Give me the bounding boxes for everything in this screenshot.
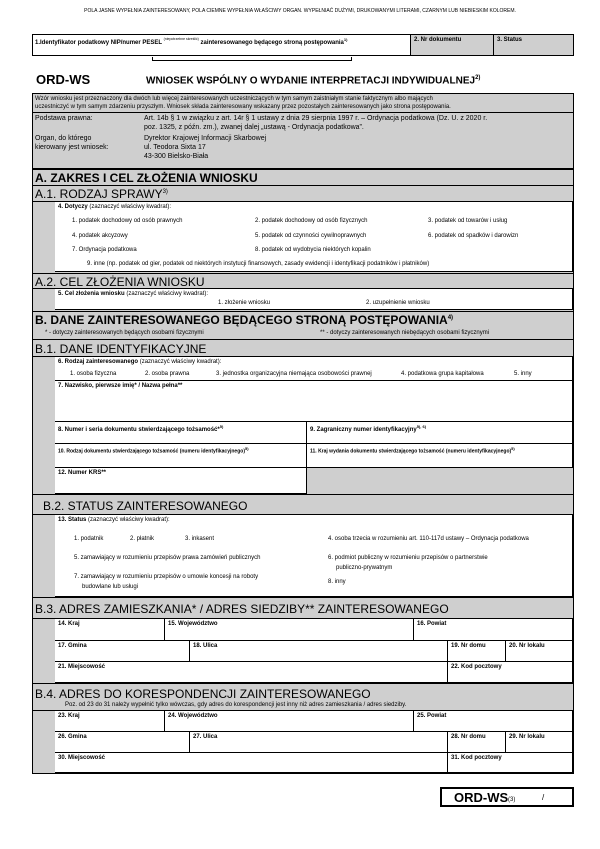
field7-label: 7. Nazwisko, pierwsze imię* / Nazwa pełna**: [58, 383, 183, 389]
f17-label: 17. Gmina: [58, 643, 87, 649]
section-b1-header: [32, 340, 574, 357]
field13-label: 13. Status: [58, 517, 87, 523]
f16-label: 16. Powiat: [417, 621, 447, 627]
b1-body: [32, 357, 574, 494]
section-a1-header: [32, 186, 574, 202]
section-b-note2: ** - dotyczy zainteresowanych niebędących osobami fizycznymi: [320, 330, 490, 336]
commune-field[interactable]: [55, 641, 190, 662]
field9-label: 9. Zagraniczny numer identyfikacyjny: [310, 427, 417, 433]
f27-label: 27. Ulica: [193, 734, 218, 740]
field10-label: 10. Rodzaj dokumentu stwierdzającego tożsamość (numeru identyfikacyjnego): [58, 448, 245, 455]
footer-code: ORD-WS: [454, 790, 509, 805]
f22-label: 22. Kod pocztowy: [451, 664, 502, 670]
field8-box[interactable]: [55, 422, 307, 444]
field6-box: [55, 357, 573, 381]
legal-basis-label: Podstawa prawna:: [35, 115, 93, 122]
option-org-unit[interactable]: 3. jednostka organizacyjna niemająca osobowości prawnej: [216, 371, 372, 377]
option-pit[interactable]: 2. podatek dochodowy od osób fizycznych: [255, 218, 368, 224]
field13-box: [55, 515, 573, 597]
section-b4-note: Poz. od 23 do 31 należy wypełnić tylko wówczas, gdy adres do korespondencji jest inny niż adres zamieszkania / adres siedziby.: [65, 702, 407, 708]
field8-label: 8. Numer i seria dokumentu stwierdzającego tożsamość*: [58, 427, 220, 433]
field12-label: 12. Numer KRS**: [58, 470, 107, 476]
option-concession[interactable]: 7. zamawiający w rozumieniu przepisów o umowie koncesji na roboty: [74, 574, 259, 580]
field11-sup: 5): [511, 446, 515, 451]
option-cit[interactable]: 1. podatek dochodowy od osób prawnych: [72, 218, 183, 224]
section-b-note1: * - dotyczy zainteresowanych będących osobami fizycznymi: [45, 330, 204, 336]
document-number-field: [411, 35, 494, 55]
b3-body: [32, 619, 574, 684]
section-a-header: [32, 169, 574, 186]
corr-country-field[interactable]: [55, 711, 165, 732]
option-collector[interactable]: 3. inkasent: [185, 536, 215, 542]
footer-slash: /: [542, 793, 545, 802]
option-payer[interactable]: 2. płatnik: [130, 536, 155, 542]
county-field[interactable]: [414, 619, 573, 641]
field4-label: 4. Dotyczy: [58, 204, 88, 210]
voivodeship-field[interactable]: [165, 619, 414, 641]
nip-pesel-field[interactable]: [33, 35, 411, 55]
section-a2-title: A.2. CEL ZŁOŻENIA WNIOSKU: [35, 275, 205, 289]
field9-sup: 5), 6): [416, 424, 427, 429]
form-title: [146, 75, 480, 86]
option-natural-person[interactable]: 1. osoba fizyczna: [70, 371, 117, 377]
corr-street-field[interactable]: [190, 732, 448, 753]
organ-line1: Dyrektor Krajowej Informacji Skarbowej: [144, 135, 267, 142]
organ-label-1: Organ, do którego: [35, 135, 92, 142]
corr-postal-code-field[interactable]: [448, 753, 573, 773]
f26-label: 26. Gmina: [58, 734, 87, 740]
f19-label: 19. Nr domu: [451, 643, 486, 649]
organ-label-2: kierowany jest wniosek:: [35, 144, 109, 151]
organ-line2: ul. Teodora Sixta 17: [144, 144, 206, 151]
f23-label: 23. Kraj: [58, 713, 80, 719]
field12-box[interactable]: [55, 468, 307, 494]
f15-label: 15. Województwo: [168, 621, 218, 627]
b4-body: [32, 711, 574, 774]
field4-hint: (zaznaczyć właściwy kwadrat):: [89, 204, 172, 210]
status-field: [494, 35, 573, 55]
intro-line2: uczestniczyć w tym samym zdarzeniu przyszłym. Wniosek składa zainteresowany wskazany przez pozostałych zainteresowanych jako strona postępowania.: [35, 104, 451, 110]
field3-label: 3. Status: [497, 37, 523, 43]
a1-body: [32, 202, 574, 273]
option-mining-tax[interactable]: 8. podatek od wydobycia niektórych kopalin: [255, 247, 371, 253]
f25-label: 25. Powiat: [417, 713, 447, 719]
section-a1-title: A.1. RODZAJ SPRAWY: [35, 187, 163, 201]
postal-code-field[interactable]: [448, 662, 573, 683]
f24-label: 24. Województwo: [168, 713, 218, 719]
house-number-field[interactable]: [448, 641, 506, 662]
section-a1-sup: 3): [162, 189, 168, 195]
option-ppp-entity-cont: publiczno-prywatnym: [336, 565, 393, 571]
section-b-header: [32, 311, 574, 340]
f18-label: 18. Ulica: [193, 643, 218, 649]
corr-county-field[interactable]: [414, 711, 573, 732]
option-submit[interactable]: 1. złożenie wniosku: [218, 300, 271, 306]
field2-label: 2. Nr dokumentu: [414, 37, 462, 43]
field1-num: 1.: [35, 40, 41, 46]
nip-box-underline: [152, 57, 352, 61]
option-inheritance-tax[interactable]: 6. podatek od spadków i darowizn: [428, 233, 519, 239]
section-b2-header: [32, 494, 574, 515]
option-taxpayer[interactable]: 1. podatnik: [74, 536, 104, 542]
a2-body: [32, 289, 574, 311]
corr-apartment-number-field[interactable]: [506, 732, 573, 753]
country-field[interactable]: [55, 619, 165, 641]
field13-hint: (zaznaczyć właściwy kwadrat):: [88, 517, 170, 523]
f28-label: 28. Nr domu: [451, 734, 486, 740]
b2-body: [32, 515, 574, 597]
option-pcc[interactable]: 5. podatek od czynności cywilnoprawnych: [255, 233, 367, 239]
f21-label: 21. Miejscowość: [58, 664, 106, 670]
intro-line1: Wzór wniosku jest przeznaczony dla dwóch lub więcej zainteresowanych uczestniczących w tym samym zaistniałym stanie faktycznym albo mających: [35, 96, 433, 102]
form-title-text: WNIOSEK WSPÓLNY O WYDANIE INTERPRETACJI INDYWIDUALNEJ: [146, 75, 476, 87]
city-field[interactable]: [55, 662, 448, 683]
field5-label: 5. Cel złożenia wniosku: [58, 291, 125, 297]
field7-box[interactable]: [55, 381, 573, 422]
f20-label: 20. Nr lokalu: [509, 643, 545, 649]
organ-line3: 43-300 Bielsko-Biała: [144, 153, 209, 160]
corr-voivodeship-field[interactable]: [165, 711, 414, 732]
field6-label: 6. Rodzaj zainteresowanego: [58, 359, 139, 365]
option-third-party[interactable]: 4. osoba trzecia w rozumieniu art. 110-117d ustawy – Ordynacja podatkowa: [328, 536, 529, 542]
field4-box: [55, 202, 573, 272]
f31-label: 31. Kod pocztowy: [451, 755, 502, 761]
field10-sup: 5): [245, 446, 249, 451]
f30-label: 30. Miejscowość: [58, 755, 106, 761]
field11-box[interactable]: [307, 444, 573, 468]
field1-label: Identyfikator podatkowy NIP/numer PESEL: [40, 40, 162, 46]
field1-label2: zainteresowanego będącego stroną postępowania: [200, 40, 344, 46]
section-b4-header: [32, 684, 574, 711]
section-a2-header: [32, 273, 574, 289]
apartment-number-field[interactable]: [506, 641, 573, 662]
option-supplement[interactable]: 2. uzupełnienie wniosku: [366, 300, 430, 306]
field1-small: (niepotrzebne skreślić): [163, 37, 199, 41]
section-b-sup: 4): [447, 315, 454, 321]
intro-block: [32, 93, 574, 169]
form-title-sup: 2): [475, 75, 481, 81]
header-row: [32, 34, 574, 56]
section-b3-header: [32, 597, 574, 619]
field5-hint: (zaznaczyć właściwy kwadrat):: [126, 291, 209, 297]
footer-version: (3): [508, 797, 516, 803]
corr-house-number-field[interactable]: [448, 732, 506, 753]
form-code: ORD-WS: [36, 72, 91, 87]
section-b3-title: B.3. ADRES ZAMIESZKANIA* / ADRES SIEDZIBY** ZAINTERESOWANEGO: [35, 602, 449, 616]
f29-label: 29. Nr lokalu: [509, 734, 545, 740]
field5-box: [55, 289, 573, 310]
intro-divider: [33, 112, 573, 113]
option-legal-person[interactable]: 2. osoba prawna: [145, 371, 190, 377]
section-b2-title: B.2. STATUS ZAINTERESOWANEGO: [43, 499, 248, 513]
top-note: POLA JASNE WYPEŁNIA ZAINTERESOWANY, POLA CIEMNE WYPEŁNIA WŁAŚCIWY ORGAN. WYPEŁNIAĆ DUŻYMI, DRUKOWANYMI LITERAMI, CZARNYM LUB NIEBIESKIM KOLOREM.: [84, 8, 516, 14]
option-ppp-entity[interactable]: 6. podmiot publiczny w rozumieniu przepisów o partnerstwie: [328, 555, 488, 561]
field6-hint: (zaznaczyć właściwy kwadrat):: [139, 359, 222, 365]
option-concession-cont: budowlane lub usługi: [82, 584, 139, 590]
legal-basis-line1: Art. 14b § 1 w związku z art. 14r § 1 ustawy z dnia 29 sierpnia 1997 r. – Ordynacja podatkowa (Dz. U. z 2020 r.: [144, 115, 488, 122]
section-b4-title: B.4. ADRES DO KORESPONDENCJI ZAINTERESOWANEGO: [35, 687, 371, 701]
option-vat[interactable]: 3. podatek od towarów i usług: [428, 218, 508, 224]
option-public-procurement[interactable]: 5. zamawiający w rozumieniu przepisów prawa zamówień publicznych: [74, 555, 261, 561]
option-other-type[interactable]: 5. inny: [514, 371, 532, 377]
f14-label: 14. Kraj: [58, 621, 80, 627]
option-other[interactable]: 9. inne (np. podatek od gier, podatek od niektórych instytucji finansowych, zasady ewidencji i identyfikacji podatników i płatników): [87, 261, 430, 267]
corr-commune-field[interactable]: [55, 732, 190, 753]
section-a-title: A. ZAKRES I CEL ZŁOŻENIA WNIOSKU: [35, 171, 258, 185]
footer-form-code-box: [440, 787, 574, 807]
field9-box[interactable]: [307, 422, 573, 444]
section-b1-title: B.1. DANE IDENTYFIKACYJNE: [35, 342, 207, 356]
legal-basis-line2: poz. 1325, z późn. zm.), zwanej dalej „ustawą - Ordynacja podatkowa”.: [144, 124, 364, 131]
section-b-title: B. DANE ZAINTERESOWANEGO BĘDĄCEGO STRONĄ POSTĘPOWANIA: [35, 313, 448, 327]
option-tax-group[interactable]: 4. podatkowa grupa kapitałowa: [401, 371, 484, 377]
field10-box[interactable]: [55, 444, 307, 468]
field8-sup: 5): [219, 424, 224, 429]
field11-label: 11. Kraj wydania dokumentu stwierdzającego tożsamość (numeru identyfikacyjnego): [310, 448, 512, 455]
option-tax-ordinance[interactable]: 7. Ordynacja podatkowa: [72, 247, 137, 253]
field1-sup: 1): [343, 37, 348, 42]
option-other-status[interactable]: 8. inny: [328, 579, 346, 585]
street-field[interactable]: [190, 641, 448, 662]
corr-city-field[interactable]: [55, 753, 448, 773]
option-excise[interactable]: 4. podatek akcyzowy: [72, 233, 128, 239]
